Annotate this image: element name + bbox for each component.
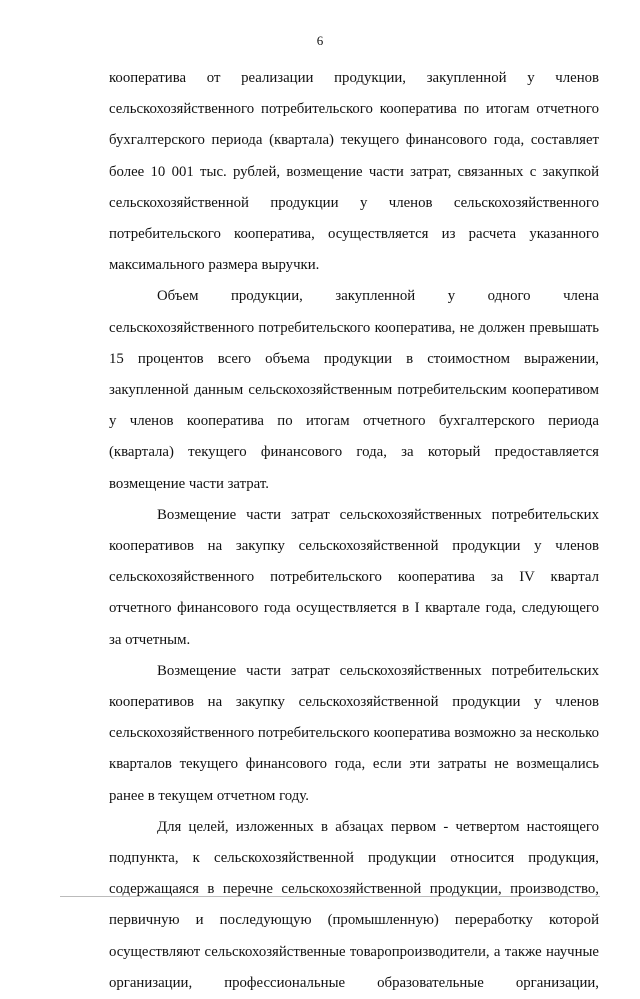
paragraph-2: Объем продукции, закупленной у одного члена сельскохозяйственного потребительского кооператива, не должен превышать 15 процентов всего объема продукции в стоимостном выражении, закупленной данным сельскохозяйственным потребительским кооперативом у членов кооператива по итогам отчетного бухгалтерского периода (квартала) текущего финансового года, за который предоставляется возмещение части затрат. (109, 288, 599, 492)
paragraph-1: кооператива от реализации продукции, закупленной у членов сельскохозяйственного потребительского кооператива по итогам отчетного бухгалтерского периода (квартала) текущего финансового года, составляет более 10 001 тыс. рублей, возмещение части затрат, связанных с закупкой сельскохозяйственной продукции у членов сельскохозяйственного потребительского кооператива, осуществляется из расчета указанного максимального размера выручки. (109, 70, 599, 274)
page-number: 6 (316, 33, 324, 48)
paragraph-5: Для целей, изложенных в абзацах первом - четвертом настоящего подпункта, к сельскохозяйственной продукции относится продукция, содержащаяся в перечне сельскохозяйственной продукции, производство, первичную и последующую (промышленную) переработку которой осуществляют сельскохозяйственные товаропроизводители, а также научные организации, профессиональные образовательные организации, (109, 818, 599, 991)
page-bottom-edge (60, 896, 600, 897)
paragraph-4: Возмещение части затрат сельскохозяйственных потребительских кооперативов на закупку сельскохозяйственной продукции у членов сельскохозяйственного потребительского кооператива возможно за несколько кварталов текущего финансового года, если эти затраты не возмещались ранее в текущем отчетном году. (109, 662, 599, 804)
document-body (109, 63, 599, 999)
paragraph-3: Возмещение части затрат сельскохозяйственных потребительских кооперативов на закупку сельскохозяйственной продукции у членов сельскохозяйственного потребительского кооператива за IV квартал отчетного финансового года осуществляется в I квартале года, следующего за отчетным. (109, 506, 599, 648)
